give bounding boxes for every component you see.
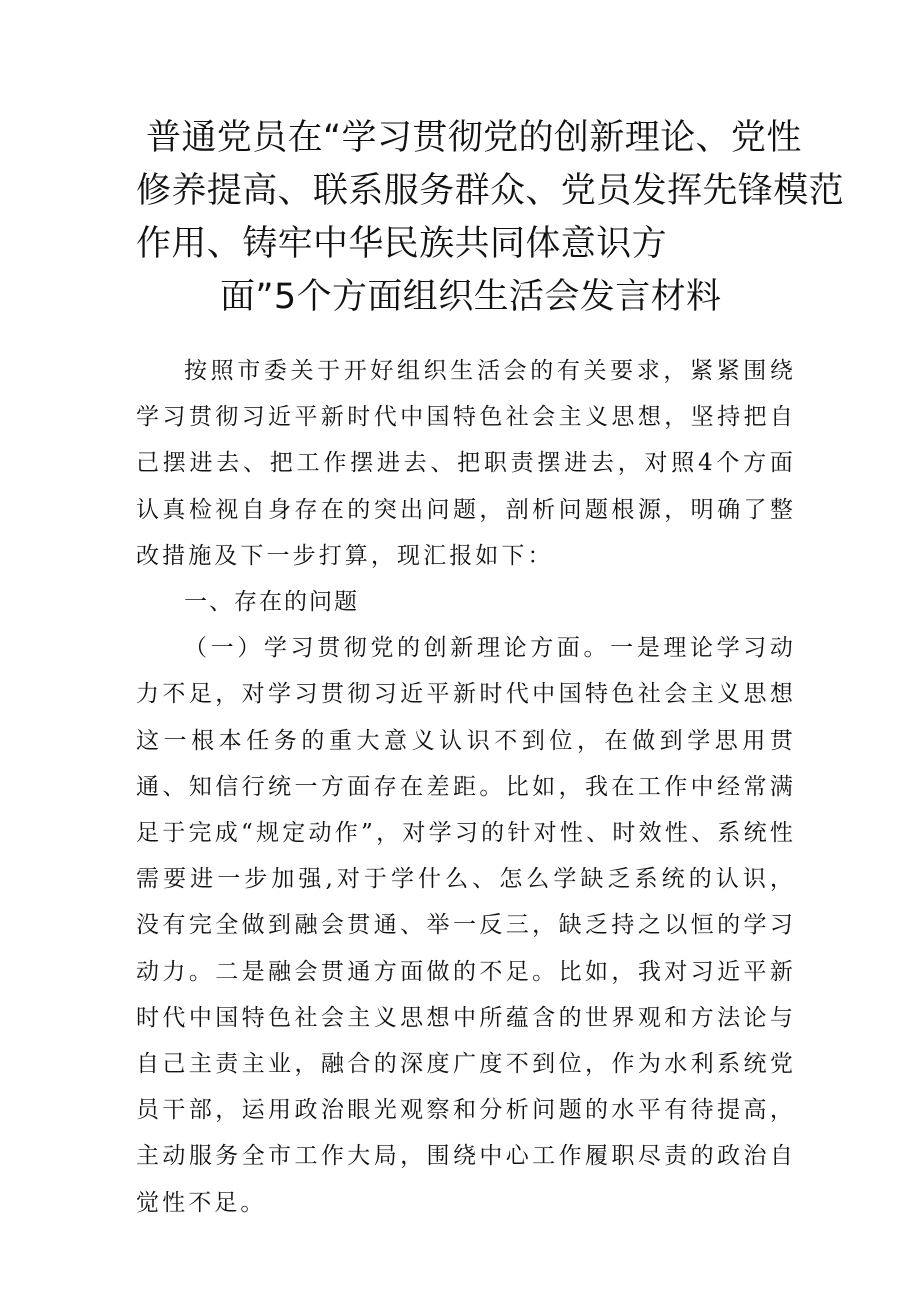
- intro-paragraph: 按照市委关于开好组织生活会的有关要求，紧紧围绕学习贯彻习近平新时代中国特色社会主义思想，坚持把自己摆进去、把工作摆进去、把职责摆进去，对照4个方面认真检视自身存在的突出问题，剖析问题根源，明确了整改措施及下一步打算，现汇报如下：: [136, 358, 796, 569]
- section-paragraph: （一）学习贯彻党的创新理论方面。一是理论学习动力不足，对学习贯彻习近平新时代中国特色社会主义思想这一根本任务的重大意义认识不到位，在做到学思用贯通、知信行统一方面存在差距。比如，我在工作中经常满足于完成“规定动作”，对学习的针对性、时效性、系统性需要进一步加强,对于学什么、怎么学缺乏系统的认识，没有完全做到融会贯通、举一反三，缺乏持之以恒的学习动力。二是融会贯通方面做的不足。比如，我对习近平新时代中国特色社会主义思想中所蕴含的世界观和方法论与自己主责主业，融合的深度广度不到位，作为水利系统党员干部，运用政治眼光观察和分析问题的水平有待提高，主动服务全市工作大局，围绕中心工作履职尽责的政治自觉性不足。: [136, 635, 796, 1216]
- document-body: [136, 348, 796, 1226]
- title-line-2: 修养提高、联系服务群众、党员发挥先锋模范: [136, 171, 845, 211]
- document-title: [136, 112, 845, 324]
- title-line-3: 作用、铸牢中华民族共同体意识方: [136, 224, 668, 264]
- section-heading: 一、存在的问题: [184, 589, 359, 616]
- title-line-4: 面”5个方面组织生活会发言材料: [220, 277, 722, 317]
- title-line-1: 普通党员在“学习贯彻党的创新理论、党性: [146, 118, 802, 158]
